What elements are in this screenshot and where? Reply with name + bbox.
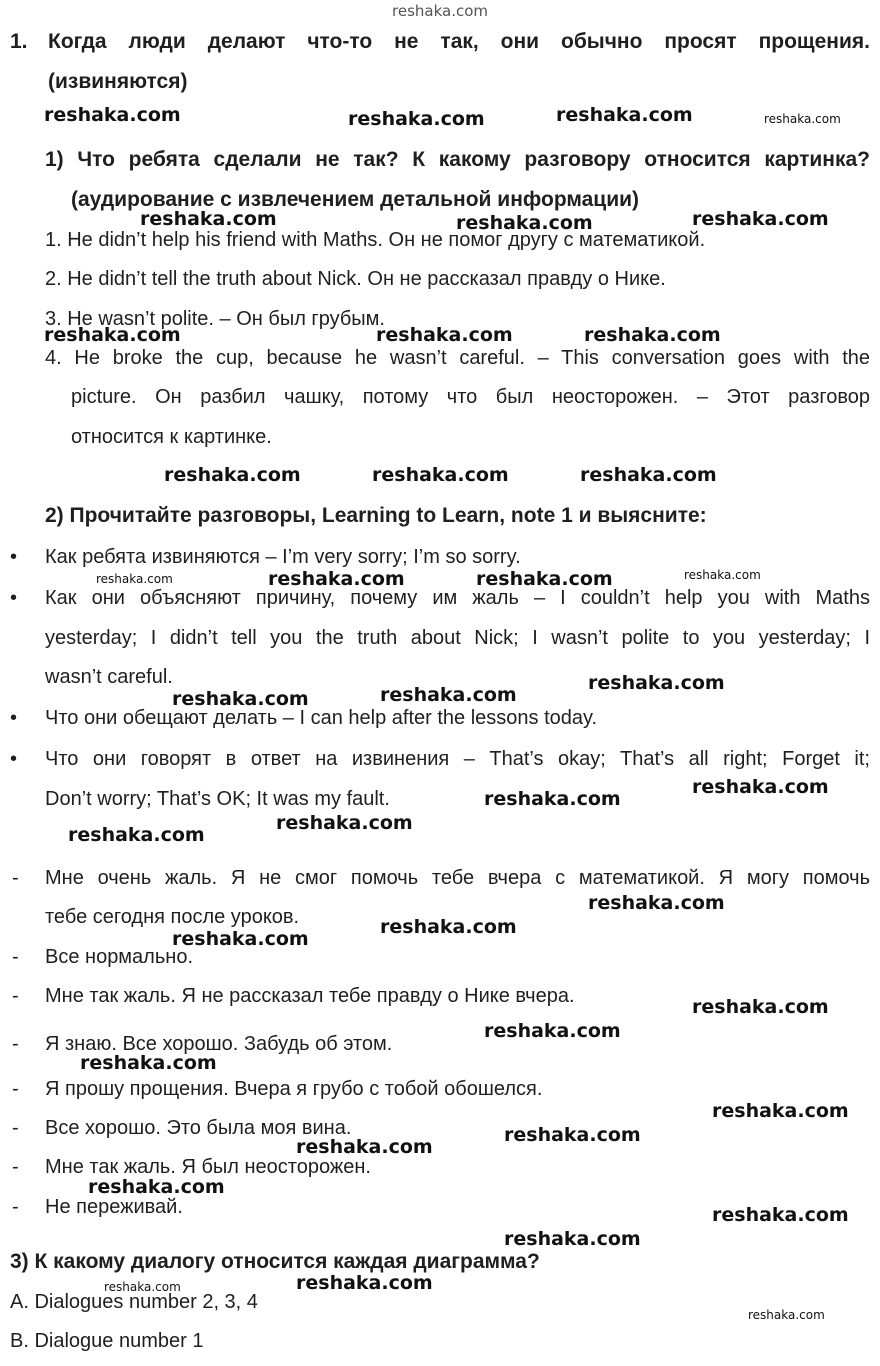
bullet-item: Что они обещают делать – I can help after the lessons today.: [45, 707, 598, 729]
watermark: reshaka.com: [712, 1204, 849, 1226]
dash-marker: -: [12, 867, 19, 889]
watermark: reshaka.com: [44, 104, 181, 126]
watermark: reshaka.com: [380, 684, 517, 706]
task-title-line2: (извиняются): [48, 70, 188, 93]
bullet-item-cont: Don’t worry; That’s OK; It was my fault.: [45, 788, 390, 810]
watermark: reshaka.com: [88, 1176, 225, 1198]
dialogue-line-cont: тебе сегодня после уроков.: [45, 906, 300, 928]
watermark: reshaka.com: [276, 812, 413, 834]
bullet-marker: •: [10, 748, 18, 770]
part1-heading: 1) Что ребята сделали не так? К какому разговору относится картинка?: [45, 148, 870, 171]
dash-marker: -: [12, 1156, 19, 1178]
dialogue-line: Мне очень жаль. Я не смог помочь тебе вчера с математикой. Я могу помочь: [45, 867, 870, 889]
bullet-item: Что они говорят в ответ на извинения – That’s okay; That’s all right; Forget it;: [45, 748, 870, 770]
watermark: reshaka.com: [588, 672, 725, 694]
bullet-item-cont: wasn’t careful.: [45, 666, 173, 688]
part3-answer: B. Dialogue number 1: [10, 1330, 204, 1352]
watermark: reshaka.com: [296, 1272, 433, 1294]
bullet-marker: •: [10, 707, 18, 729]
dialogue-line: Я знаю. Все хорошо. Забудь об этом.: [45, 1033, 393, 1055]
part2-heading: 2) Прочитайте разговоры, Learning to Learn, note 1 и выясните:: [45, 504, 707, 527]
bullet-marker: •: [10, 587, 18, 609]
part1-item: 1. He didn’t help his friend with Maths. Он не помог другу с математикой.: [45, 229, 706, 251]
dialogue-line: Все нормально.: [45, 946, 193, 968]
part3-answer: A. Dialogues number 2, 3, 4: [10, 1291, 258, 1313]
watermark: reshaka.com: [456, 212, 593, 234]
task-title: Когда люди делают что-то не так, они обычно просят прощения.: [48, 30, 870, 53]
bullet-item: Как они объясняют причину, почему им жаль – I couldn’t help you with Maths: [45, 587, 870, 609]
dash-marker: -: [12, 946, 19, 968]
bullet-marker: •: [10, 546, 18, 568]
dash-marker: -: [12, 1196, 19, 1218]
watermark: reshaka.com: [172, 688, 309, 710]
bullet-item-cont: yesterday; I didn’t tell you the truth about Nick; I wasn’t polite to you yesterday; I: [45, 627, 870, 649]
part3-heading: 3) К какому диалогу относится каждая диаграмма?: [10, 1250, 540, 1273]
dash-marker: -: [12, 1078, 19, 1100]
watermark: reshaka.com: [712, 1100, 849, 1122]
dialogue-line: Мне так жаль. Я был неосторожен.: [45, 1156, 371, 1178]
watermark: reshaka.com: [268, 568, 405, 590]
dialogue-line: Мне так жаль. Я не рассказал тебе правду о Нике вчера.: [45, 985, 575, 1007]
watermark: reshaka.com: [372, 464, 509, 486]
watermark: reshaka.com: [96, 572, 173, 586]
watermark: reshaka.com: [296, 1136, 433, 1158]
watermark: reshaka.com: [764, 112, 841, 126]
watermark: reshaka.com: [584, 324, 721, 346]
dash-marker: -: [12, 1117, 19, 1139]
watermark: reshaka.com: [140, 208, 277, 230]
watermark: reshaka.com: [692, 776, 829, 798]
watermark: reshaka.com: [504, 1124, 641, 1146]
dialogue-line: Все хорошо. Это была моя вина.: [45, 1117, 352, 1139]
part1-item: 4. He broke the cup, because he wasn’t careful. – This conversation goes with the: [45, 347, 870, 369]
watermark: reshaka.com: [348, 108, 485, 130]
part1-item: 2. He didn’t tell the truth about Nick. Он не рассказал правду о Нике.: [45, 268, 666, 290]
watermark: reshaka.com: [684, 568, 761, 582]
watermark: reshaka.com: [484, 1020, 621, 1042]
watermark: reshaka.com: [692, 996, 829, 1018]
part1-item-cont: picture. Он разбил чашку, потому что был неосторожен. – Этот разговор: [71, 386, 870, 408]
watermark: reshaka.com: [748, 1308, 825, 1322]
dash-marker: -: [12, 985, 19, 1007]
watermark: reshaka.com: [80, 1052, 217, 1074]
watermark: reshaka.com: [484, 788, 621, 810]
watermark: reshaka.com: [692, 208, 829, 230]
dash-marker: -: [12, 1033, 19, 1055]
watermark: reshaka.com: [44, 324, 181, 346]
watermark: reshaka.com: [476, 568, 613, 590]
watermark: reshaka.com: [580, 464, 717, 486]
watermark: reshaka.com: [392, 2, 488, 20]
part1-item-cont: относится к картинке.: [71, 426, 272, 448]
part1-heading-line2: (аудирование с извлечением детальной информации): [71, 188, 640, 211]
watermark: reshaka.com: [104, 1280, 181, 1294]
task-number: 1.: [10, 30, 28, 53]
watermark: reshaka.com: [164, 464, 301, 486]
watermark: reshaka.com: [376, 324, 513, 346]
watermark: reshaka.com: [504, 1228, 641, 1250]
watermark: reshaka.com: [380, 916, 517, 938]
watermark: reshaka.com: [556, 104, 693, 126]
watermark: reshaka.com: [172, 928, 309, 950]
watermark: reshaka.com: [588, 892, 725, 914]
dialogue-line: Не переживай.: [45, 1196, 183, 1218]
part1-item: 3. He wasn’t polite. – Он был грубым.: [45, 308, 385, 330]
dialogue-line: Я прошу прощения. Вчера я грубо с тобой обошелся.: [45, 1078, 543, 1100]
watermark: reshaka.com: [68, 824, 205, 846]
bullet-item: Как ребята извиняются – I’m very sorry; I’m so sorry.: [45, 546, 521, 568]
